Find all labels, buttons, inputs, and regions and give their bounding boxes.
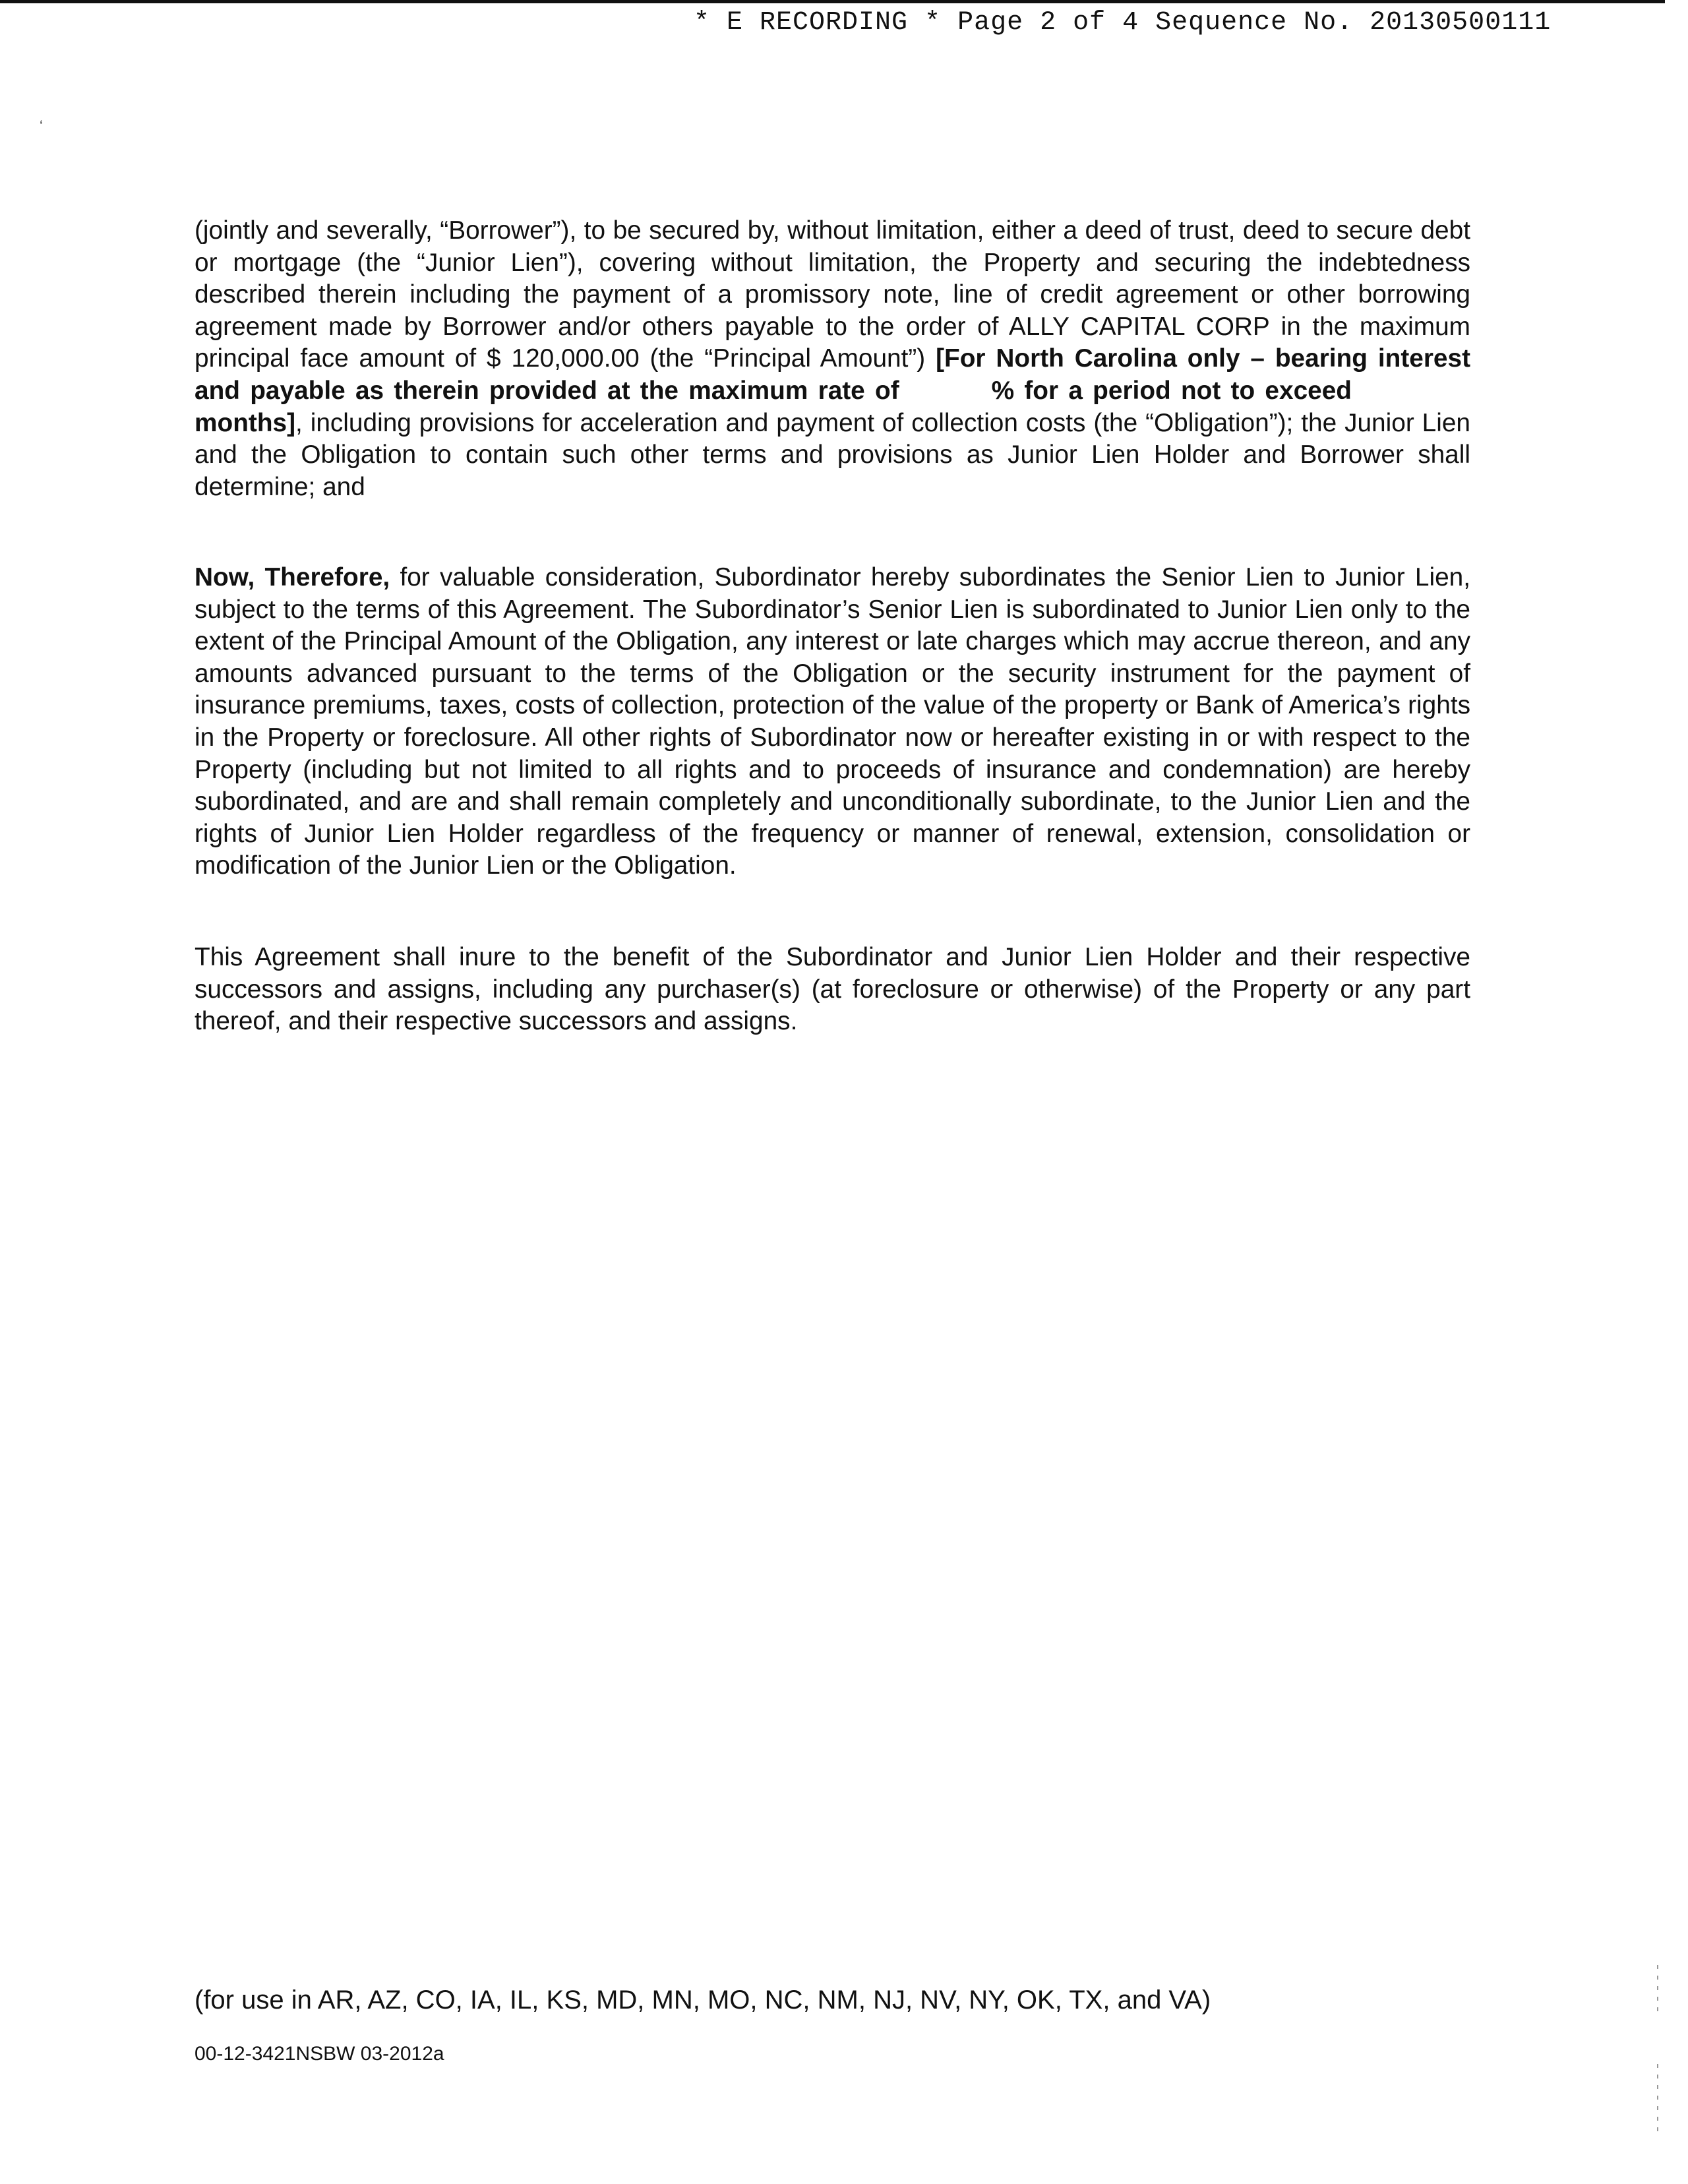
nc-clause-rate: [For North Carolina only – bearing interest and payable as therein provided at the maximum rate of	[195, 344, 1470, 405]
paragraph-3-text: This Agreement shall inure to the benefit of the Subordinator and Junior Lien Holder and their respective successors and assigns, including any purchaser(s) (at foreclosure or otherwise) of the Property or any part thereof, and their respective successors and assigns.	[195, 943, 1470, 1036]
scan-edge-mark	[1657, 2064, 1658, 2137]
recording-stamp: * E RECORDING * Page 2 of 4 Sequence No. 20130500111	[694, 8, 1552, 38]
paragraph-now-therefore	[195, 562, 1470, 882]
footer-state-list: (for use in AR, AZ, CO, IA, IL, KS, MD, MN, MO, NC, NM, NJ, NV, NY, OK, TX, and VA)	[195, 1986, 1211, 2015]
paragraph-2-text: for valuable consideration, Subordinator hereby subordinates the Senior Lien to Junior Lien, subject to the terms of this Agreement. The Subordinator’s Senior Lien is subordinated to Junior Lien only to the extent of the Principal Amount of the Obligation, any interest or late charges which may accrue thereon, and any amounts advanced pursuant to the terms of the Obligation or the security instrument for the payment of insurance premiums, taxes, costs of collection, protection of the value of the property or Bank of America’s rights in the Property or foreclosure. All other rights of Subordinator now or hereafter existing in or with respect to the Property (including but not limited to all rights and to proceeds of insurance and condemnation) are hereby subordinated, and are and shall remain completely and unconditionally subordinate, to the Junior Lien and the rights of Junior Lien Holder regardless of the frequency or manner of renewal, extension, consolidation or modification of the Junior Lien or the Obligation.	[195, 563, 1471, 880]
scan-edge-mark	[1657, 1965, 1658, 2018]
paragraph-1-text-b: , including provisions for acceleration and payment of collection costs (the “Obligation”); the Junior Lien and the Obligation to contain such other terms and provisions as Junior Lien Holder and Borrower shall determine; and	[195, 408, 1470, 501]
nc-clause-percent: %	[991, 376, 1015, 405]
paragraph-inure-benefit	[195, 942, 1470, 1038]
paragraph-1-text-a: (jointly and severally, “Borrower”), to be secured by, without limitation, either a deed of trust, deed to secure debt or mortgage (the “Junior Lien”), covering without limitation, the Property and securing the indebtedness described therein including the payment of a promissory note, line of credit agreement or other borrowing agreement made by Borrower and/or others payable to the order of ALLY CAPITAL CORP in the maximum principal face amount of $ 120,000.00 (the “Principal Amount”)	[195, 216, 1470, 373]
paragraph-borrower-junior-lien	[195, 215, 1470, 503]
top-border-line	[0, 0, 1665, 3]
nc-clause-months: months]	[195, 408, 296, 437]
now-therefore-lead: Now, Therefore,	[195, 563, 390, 592]
footer-form-code: 00-12-3421NSBW 03-2012a	[195, 2043, 444, 2065]
nc-clause-period: for a period not to exceed	[1024, 376, 1352, 405]
scan-mark: ‘	[40, 117, 43, 134]
